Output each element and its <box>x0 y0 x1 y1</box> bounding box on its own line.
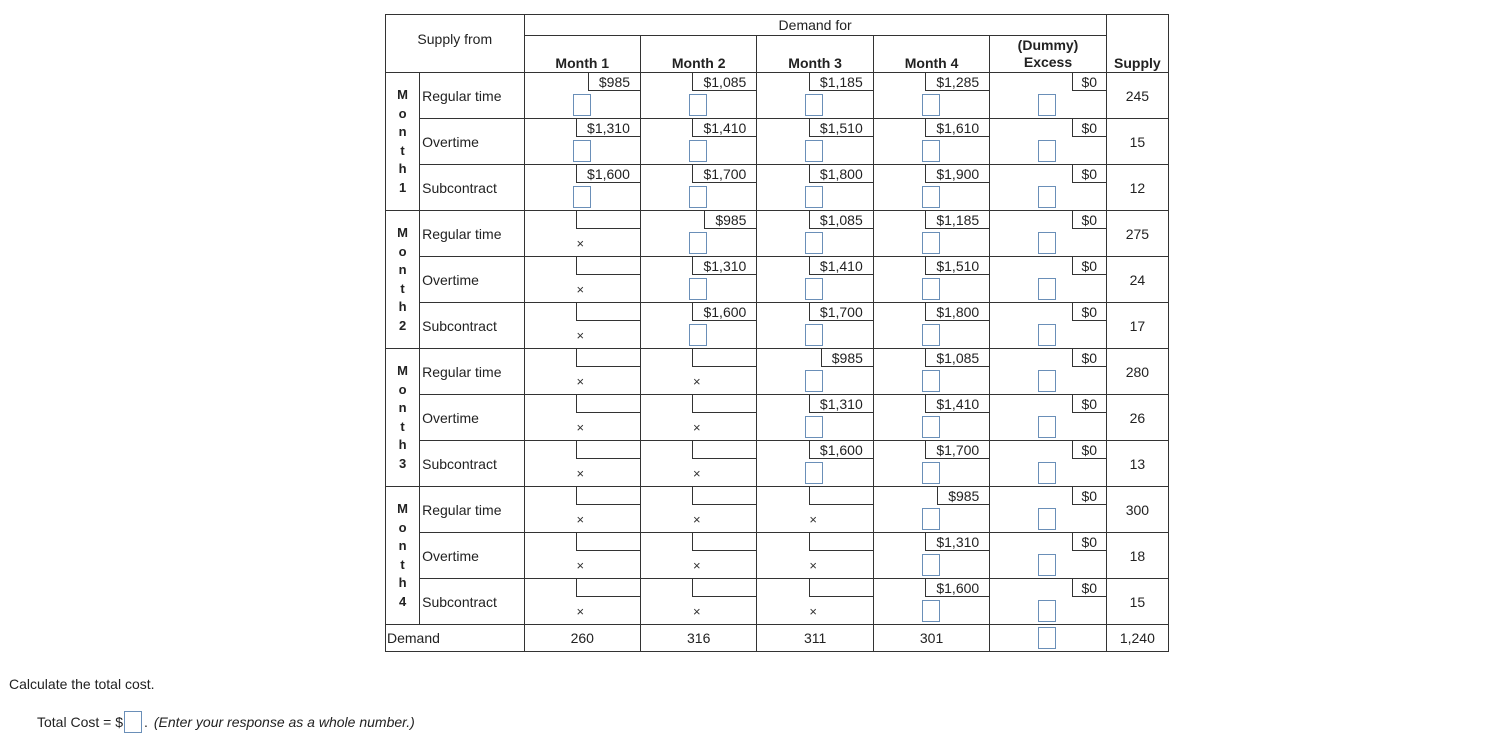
table-row <box>386 257 1169 303</box>
blank-cost-box <box>809 579 873 597</box>
dummy-cell <box>990 303 1106 349</box>
allocation-cell <box>524 487 640 533</box>
unit-cost: $985 <box>704 211 756 229</box>
supply-value: 12 <box>1106 165 1168 211</box>
dummy-label-line2: Excess <box>1023 54 1073 70</box>
supply-label: Supply <box>1114 55 1161 71</box>
allocation-input[interactable] <box>922 324 940 346</box>
allocation-input[interactable] <box>922 554 940 576</box>
hint-text: (Enter your response as a whole number.) <box>153 714 415 730</box>
unit-cost: $1,285 <box>925 73 989 91</box>
supply-value: 24 <box>1106 257 1168 303</box>
allocation-cell <box>873 395 989 441</box>
demand-value: 301 <box>873 625 989 652</box>
allocation-input[interactable] <box>805 140 823 162</box>
allocation-cell <box>640 257 756 303</box>
allocation-cell <box>524 349 640 395</box>
unit-cost: $1,185 <box>809 73 873 91</box>
unit-cost: $1,900 <box>925 165 989 183</box>
allocation-cell <box>757 533 873 579</box>
dummy-cost: $0 <box>1072 395 1106 413</box>
allocation-cell <box>757 395 873 441</box>
column-header-label: Month 4 <box>904 55 959 71</box>
allocation-cell <box>873 211 989 257</box>
dummy-allocation-input[interactable] <box>1038 370 1056 392</box>
demand-value: 316 <box>640 625 756 652</box>
allocation-cell <box>757 257 873 303</box>
allocation-cell <box>757 73 873 119</box>
blank-cost-box <box>692 533 756 551</box>
prompt-text: Calculate the total cost. <box>9 676 155 692</box>
month-group-letter: h <box>398 437 407 452</box>
dummy-cost: $0 <box>1072 257 1106 275</box>
dummy-cell <box>990 395 1106 441</box>
blank-cost-box <box>576 533 640 551</box>
dummy-label-line1: (Dummy) <box>1017 37 1079 53</box>
month-group-letter: h <box>398 161 407 176</box>
allocation-cell <box>757 211 873 257</box>
allocation-cell <box>640 579 756 625</box>
allocation-cell <box>524 119 640 165</box>
allocation-cell <box>873 303 989 349</box>
month-group-letter: n <box>398 538 407 553</box>
month-group-letter: h <box>398 299 407 314</box>
table-row <box>386 579 1169 625</box>
row-type-label: Overtime <box>420 119 524 165</box>
supply-value: 17 <box>1106 303 1168 349</box>
unit-cost: $1,700 <box>692 165 756 183</box>
dummy-cost: $0 <box>1072 165 1106 183</box>
row-type-label: Subcontract <box>420 441 524 487</box>
row-type-label: Subcontract <box>420 579 524 625</box>
allocation-input[interactable] <box>922 278 940 300</box>
row-type-label: Regular time <box>420 487 524 533</box>
allocation-input[interactable] <box>805 324 823 346</box>
dummy-cell <box>990 211 1106 257</box>
unit-cost: $1,310 <box>692 257 756 275</box>
dummy-cell <box>990 579 1106 625</box>
dummy-cost: $0 <box>1072 119 1106 137</box>
unit-cost: $1,085 <box>925 349 989 367</box>
allocation-cell <box>873 73 989 119</box>
unit-cost: $1,310 <box>576 119 640 137</box>
row-type-label: Regular time <box>420 73 524 119</box>
infeasible-x-mark: × <box>809 604 817 619</box>
allocation-input[interactable] <box>689 278 707 300</box>
unit-cost: $1,600 <box>809 441 873 459</box>
row-type-label: Subcontract <box>420 165 524 211</box>
blank-cost-box <box>576 395 640 413</box>
dummy-allocation-input[interactable] <box>1038 232 1056 254</box>
transportation-table <box>385 14 1169 652</box>
table-row <box>386 303 1169 349</box>
column-header-label: Month 3 <box>788 55 842 71</box>
allocation-input[interactable] <box>689 324 707 346</box>
infeasible-x-mark: × <box>576 282 585 297</box>
month-group-letter: t <box>400 556 405 572</box>
unit-cost: $985 <box>937 487 989 505</box>
month-group-label-1 <box>386 73 420 211</box>
allocation-input[interactable] <box>805 278 823 300</box>
allocation-cell <box>757 579 873 625</box>
month-group-letter: n <box>398 262 407 277</box>
blank-cost-box <box>576 303 640 321</box>
period-text: . <box>144 714 148 730</box>
column-header-label: Month 1 <box>555 55 610 71</box>
blank-cost-box <box>576 441 640 459</box>
unit-cost: $1,800 <box>809 165 873 183</box>
allocation-cell <box>524 211 640 257</box>
month-group-letter: t <box>400 142 405 158</box>
blank-cost-box <box>576 579 640 597</box>
month-group-label-2 <box>386 211 420 349</box>
month-group-letter: 4 <box>398 593 407 609</box>
allocation-input[interactable] <box>922 232 940 254</box>
allocation-input[interactable] <box>922 462 940 484</box>
dummy-cell <box>990 257 1106 303</box>
dummy-cost: $0 <box>1072 579 1106 597</box>
month-group-letter: n <box>398 400 407 415</box>
supply-value: 15 <box>1106 579 1168 625</box>
allocation-input[interactable] <box>573 186 591 208</box>
blank-cost-box <box>576 211 640 229</box>
dummy-cell <box>990 165 1106 211</box>
row-type-label: Overtime <box>420 257 524 303</box>
dummy-cost: $0 <box>1072 487 1106 505</box>
allocation-input[interactable] <box>922 370 940 392</box>
total-cost-input[interactable] <box>124 711 142 733</box>
supply-value: 13 <box>1106 441 1168 487</box>
supply-value: 300 <box>1106 487 1168 533</box>
month-group-letter: 3 <box>398 455 407 471</box>
blank-cost-box <box>692 349 756 367</box>
month-group-letter: t <box>400 418 405 434</box>
allocation-cell <box>873 165 989 211</box>
row-type-label: Regular time <box>420 349 524 395</box>
infeasible-x-mark: × <box>692 466 701 481</box>
month-group-letter: o <box>398 243 407 259</box>
allocation-input[interactable] <box>805 462 823 484</box>
dummy-cost: $0 <box>1072 349 1106 367</box>
infeasible-x-mark: × <box>692 604 701 619</box>
infeasible-x-mark: × <box>576 420 585 435</box>
blank-cost-box <box>809 533 873 551</box>
dummy-allocation-input[interactable] <box>1038 416 1056 438</box>
allocation-cell <box>524 257 640 303</box>
unit-cost: $1,510 <box>809 119 873 137</box>
column-header-month-3 <box>757 36 873 73</box>
month-group-letter: 1 <box>398 179 407 195</box>
infeasible-x-mark: × <box>576 374 585 389</box>
month-group-label-4 <box>386 487 420 625</box>
dummy-demand-input[interactable] <box>1038 627 1056 649</box>
allocation-cell <box>757 119 873 165</box>
row-type-label: Overtime <box>420 533 524 579</box>
blank-cost-box <box>809 487 873 505</box>
question-prompt <box>9 676 155 692</box>
column-header-label: Month 2 <box>671 55 726 71</box>
allocation-input[interactable] <box>922 140 940 162</box>
allocation-input[interactable] <box>805 416 823 438</box>
month-group-letter: o <box>398 381 407 397</box>
supply-value: 245 <box>1106 73 1168 119</box>
dummy-allocation-input[interactable] <box>1038 462 1056 484</box>
month-group-letter: M <box>397 87 408 102</box>
allocation-cell <box>757 349 873 395</box>
unit-cost: $1,600 <box>692 303 756 321</box>
allocation-cell <box>524 73 640 119</box>
infeasible-x-mark: × <box>692 558 701 573</box>
table-row <box>386 349 1169 395</box>
month-group-letter: o <box>398 519 407 535</box>
dummy-allocation-input[interactable] <box>1038 278 1056 300</box>
blank-cost-box <box>692 395 756 413</box>
allocation-input[interactable] <box>922 186 940 208</box>
row-type-label: Regular time <box>420 211 524 257</box>
demand-value: 260 <box>524 625 640 652</box>
dummy-allocation-input[interactable] <box>1038 508 1056 530</box>
month-group-letter: M <box>397 225 408 240</box>
allocation-input[interactable] <box>689 186 707 208</box>
allocation-input[interactable] <box>922 600 940 622</box>
allocation-cell <box>640 211 756 257</box>
unit-cost: $1,600 <box>576 165 640 183</box>
total-supply: 1,240 <box>1106 625 1168 652</box>
unit-cost: $1,610 <box>925 119 989 137</box>
allocation-cell <box>524 533 640 579</box>
allocation-cell <box>757 303 873 349</box>
allocation-cell <box>757 165 873 211</box>
demand-for-header <box>524 15 1106 36</box>
blank-cost-box <box>576 487 640 505</box>
infeasible-x-mark: × <box>576 558 585 573</box>
column-header-dummy-excess <box>990 36 1106 73</box>
allocation-cell <box>873 579 989 625</box>
month-group-letter: n <box>398 124 407 139</box>
unit-cost: $1,410 <box>809 257 873 275</box>
allocation-cell <box>640 533 756 579</box>
month-group-letter: M <box>397 363 408 378</box>
dummy-cell <box>990 487 1106 533</box>
month-group-letter: o <box>398 105 407 121</box>
infeasible-x-mark: × <box>809 558 817 573</box>
infeasible-x-mark: × <box>576 466 585 481</box>
allocation-input[interactable] <box>573 94 591 116</box>
dummy-cost: $0 <box>1072 73 1106 91</box>
unit-cost: $1,600 <box>925 579 989 597</box>
infeasible-x-mark: × <box>692 512 701 527</box>
unit-cost: $1,410 <box>925 395 989 413</box>
allocation-input[interactable] <box>805 186 823 208</box>
dummy-cost: $0 <box>1072 211 1106 229</box>
total-cost-label: Total Cost = $ <box>37 714 123 730</box>
supply-value: 280 <box>1106 349 1168 395</box>
demand-value: 311 <box>757 625 873 652</box>
allocation-input[interactable] <box>922 94 940 116</box>
infeasible-x-mark: × <box>809 512 817 527</box>
row-type-label: Overtime <box>420 395 524 441</box>
demand-for-label: Demand for <box>778 17 852 33</box>
blank-cost-box <box>692 487 756 505</box>
unit-cost: $1,085 <box>809 211 873 229</box>
unit-cost: $1,085 <box>692 73 756 91</box>
allocation-cell <box>640 73 756 119</box>
unit-cost: $985 <box>588 73 640 91</box>
table-row <box>386 487 1169 533</box>
dummy-allocation-input[interactable] <box>1038 94 1056 116</box>
dummy-cell <box>990 441 1106 487</box>
table-row <box>386 441 1169 487</box>
table-row <box>386 533 1169 579</box>
month-group-letter: h <box>398 575 407 590</box>
allocation-cell <box>757 441 873 487</box>
column-header-month-1 <box>524 36 640 73</box>
table-row <box>386 73 1169 119</box>
row-type-label: Subcontract <box>420 303 524 349</box>
month-group-letter: t <box>400 280 405 296</box>
dummy-allocation-input[interactable] <box>1038 554 1056 576</box>
dummy-cell <box>990 119 1106 165</box>
allocation-input[interactable] <box>805 232 823 254</box>
table-row <box>386 395 1169 441</box>
allocation-input[interactable] <box>689 140 707 162</box>
supply-from-label: Supply from <box>417 31 493 47</box>
unit-cost: $1,510 <box>925 257 989 275</box>
unit-cost: $1,800 <box>925 303 989 321</box>
infeasible-x-mark: × <box>692 374 701 389</box>
column-header-month-4 <box>873 36 989 73</box>
infeasible-x-mark: × <box>692 420 701 435</box>
supply-from-header <box>386 15 525 73</box>
unit-cost: $1,700 <box>809 303 873 321</box>
allocation-cell <box>873 487 989 533</box>
dummy-cost: $0 <box>1072 441 1106 459</box>
supply-column-header <box>1106 15 1168 73</box>
column-header-month-2 <box>640 36 756 73</box>
unit-cost: $1,310 <box>809 395 873 413</box>
infeasible-x-mark: × <box>576 604 585 619</box>
blank-cost-box <box>692 579 756 597</box>
blank-cost-box <box>692 441 756 459</box>
infeasible-x-mark: × <box>576 328 585 343</box>
supply-value: 26 <box>1106 395 1168 441</box>
month-group-letter: M <box>397 501 408 516</box>
allocation-cell <box>873 441 989 487</box>
allocation-cell <box>524 395 640 441</box>
unit-cost: $1,700 <box>925 441 989 459</box>
allocation-input[interactable] <box>922 416 940 438</box>
month-group-letter: 2 <box>398 317 407 333</box>
allocation-input[interactable] <box>805 94 823 116</box>
dummy-allocation-input[interactable] <box>1038 186 1056 208</box>
unit-cost: $1,185 <box>925 211 989 229</box>
allocation-cell <box>640 165 756 211</box>
dummy-allocation-input[interactable] <box>1038 140 1056 162</box>
allocation-cell <box>524 441 640 487</box>
demand-label: Demand <box>386 625 525 652</box>
table-row <box>386 165 1169 211</box>
supply-value: 275 <box>1106 211 1168 257</box>
allocation-cell <box>640 119 756 165</box>
allocation-cell <box>640 349 756 395</box>
dummy-cell <box>990 533 1106 579</box>
table-row <box>386 119 1169 165</box>
dummy-cost: $0 <box>1072 303 1106 321</box>
allocation-input[interactable] <box>922 508 940 530</box>
allocation-cell <box>873 119 989 165</box>
allocation-cell <box>640 441 756 487</box>
allocation-input[interactable] <box>689 94 707 116</box>
supply-value: 18 <box>1106 533 1168 579</box>
allocation-cell <box>873 257 989 303</box>
unit-cost: $985 <box>821 349 873 367</box>
allocation-input[interactable] <box>805 370 823 392</box>
allocation-cell <box>757 487 873 533</box>
month-group-label-3 <box>386 349 420 487</box>
dummy-allocation-input[interactable] <box>1038 600 1056 622</box>
allocation-cell <box>873 533 989 579</box>
infeasible-x-mark: × <box>576 236 585 251</box>
blank-cost-box <box>576 349 640 367</box>
table-row <box>386 211 1169 257</box>
allocation-cell <box>873 349 989 395</box>
total-cost-row <box>37 711 415 733</box>
allocation-input[interactable] <box>689 232 707 254</box>
allocation-cell <box>524 303 640 349</box>
allocation-cell <box>640 487 756 533</box>
allocation-cell <box>524 165 640 211</box>
allocation-input[interactable] <box>573 140 591 162</box>
dummy-demand-cell <box>990 625 1106 652</box>
demand-row <box>386 625 1169 652</box>
allocation-cell <box>640 303 756 349</box>
allocation-cell <box>524 579 640 625</box>
unit-cost: $1,310 <box>925 533 989 551</box>
infeasible-x-mark: × <box>576 512 585 527</box>
blank-cost-box <box>576 257 640 275</box>
dummy-cell <box>990 73 1106 119</box>
dummy-cost: $0 <box>1072 533 1106 551</box>
dummy-cell <box>990 349 1106 395</box>
unit-cost: $1,410 <box>692 119 756 137</box>
allocation-cell <box>640 395 756 441</box>
supply-value: 15 <box>1106 119 1168 165</box>
dummy-allocation-input[interactable] <box>1038 324 1056 346</box>
